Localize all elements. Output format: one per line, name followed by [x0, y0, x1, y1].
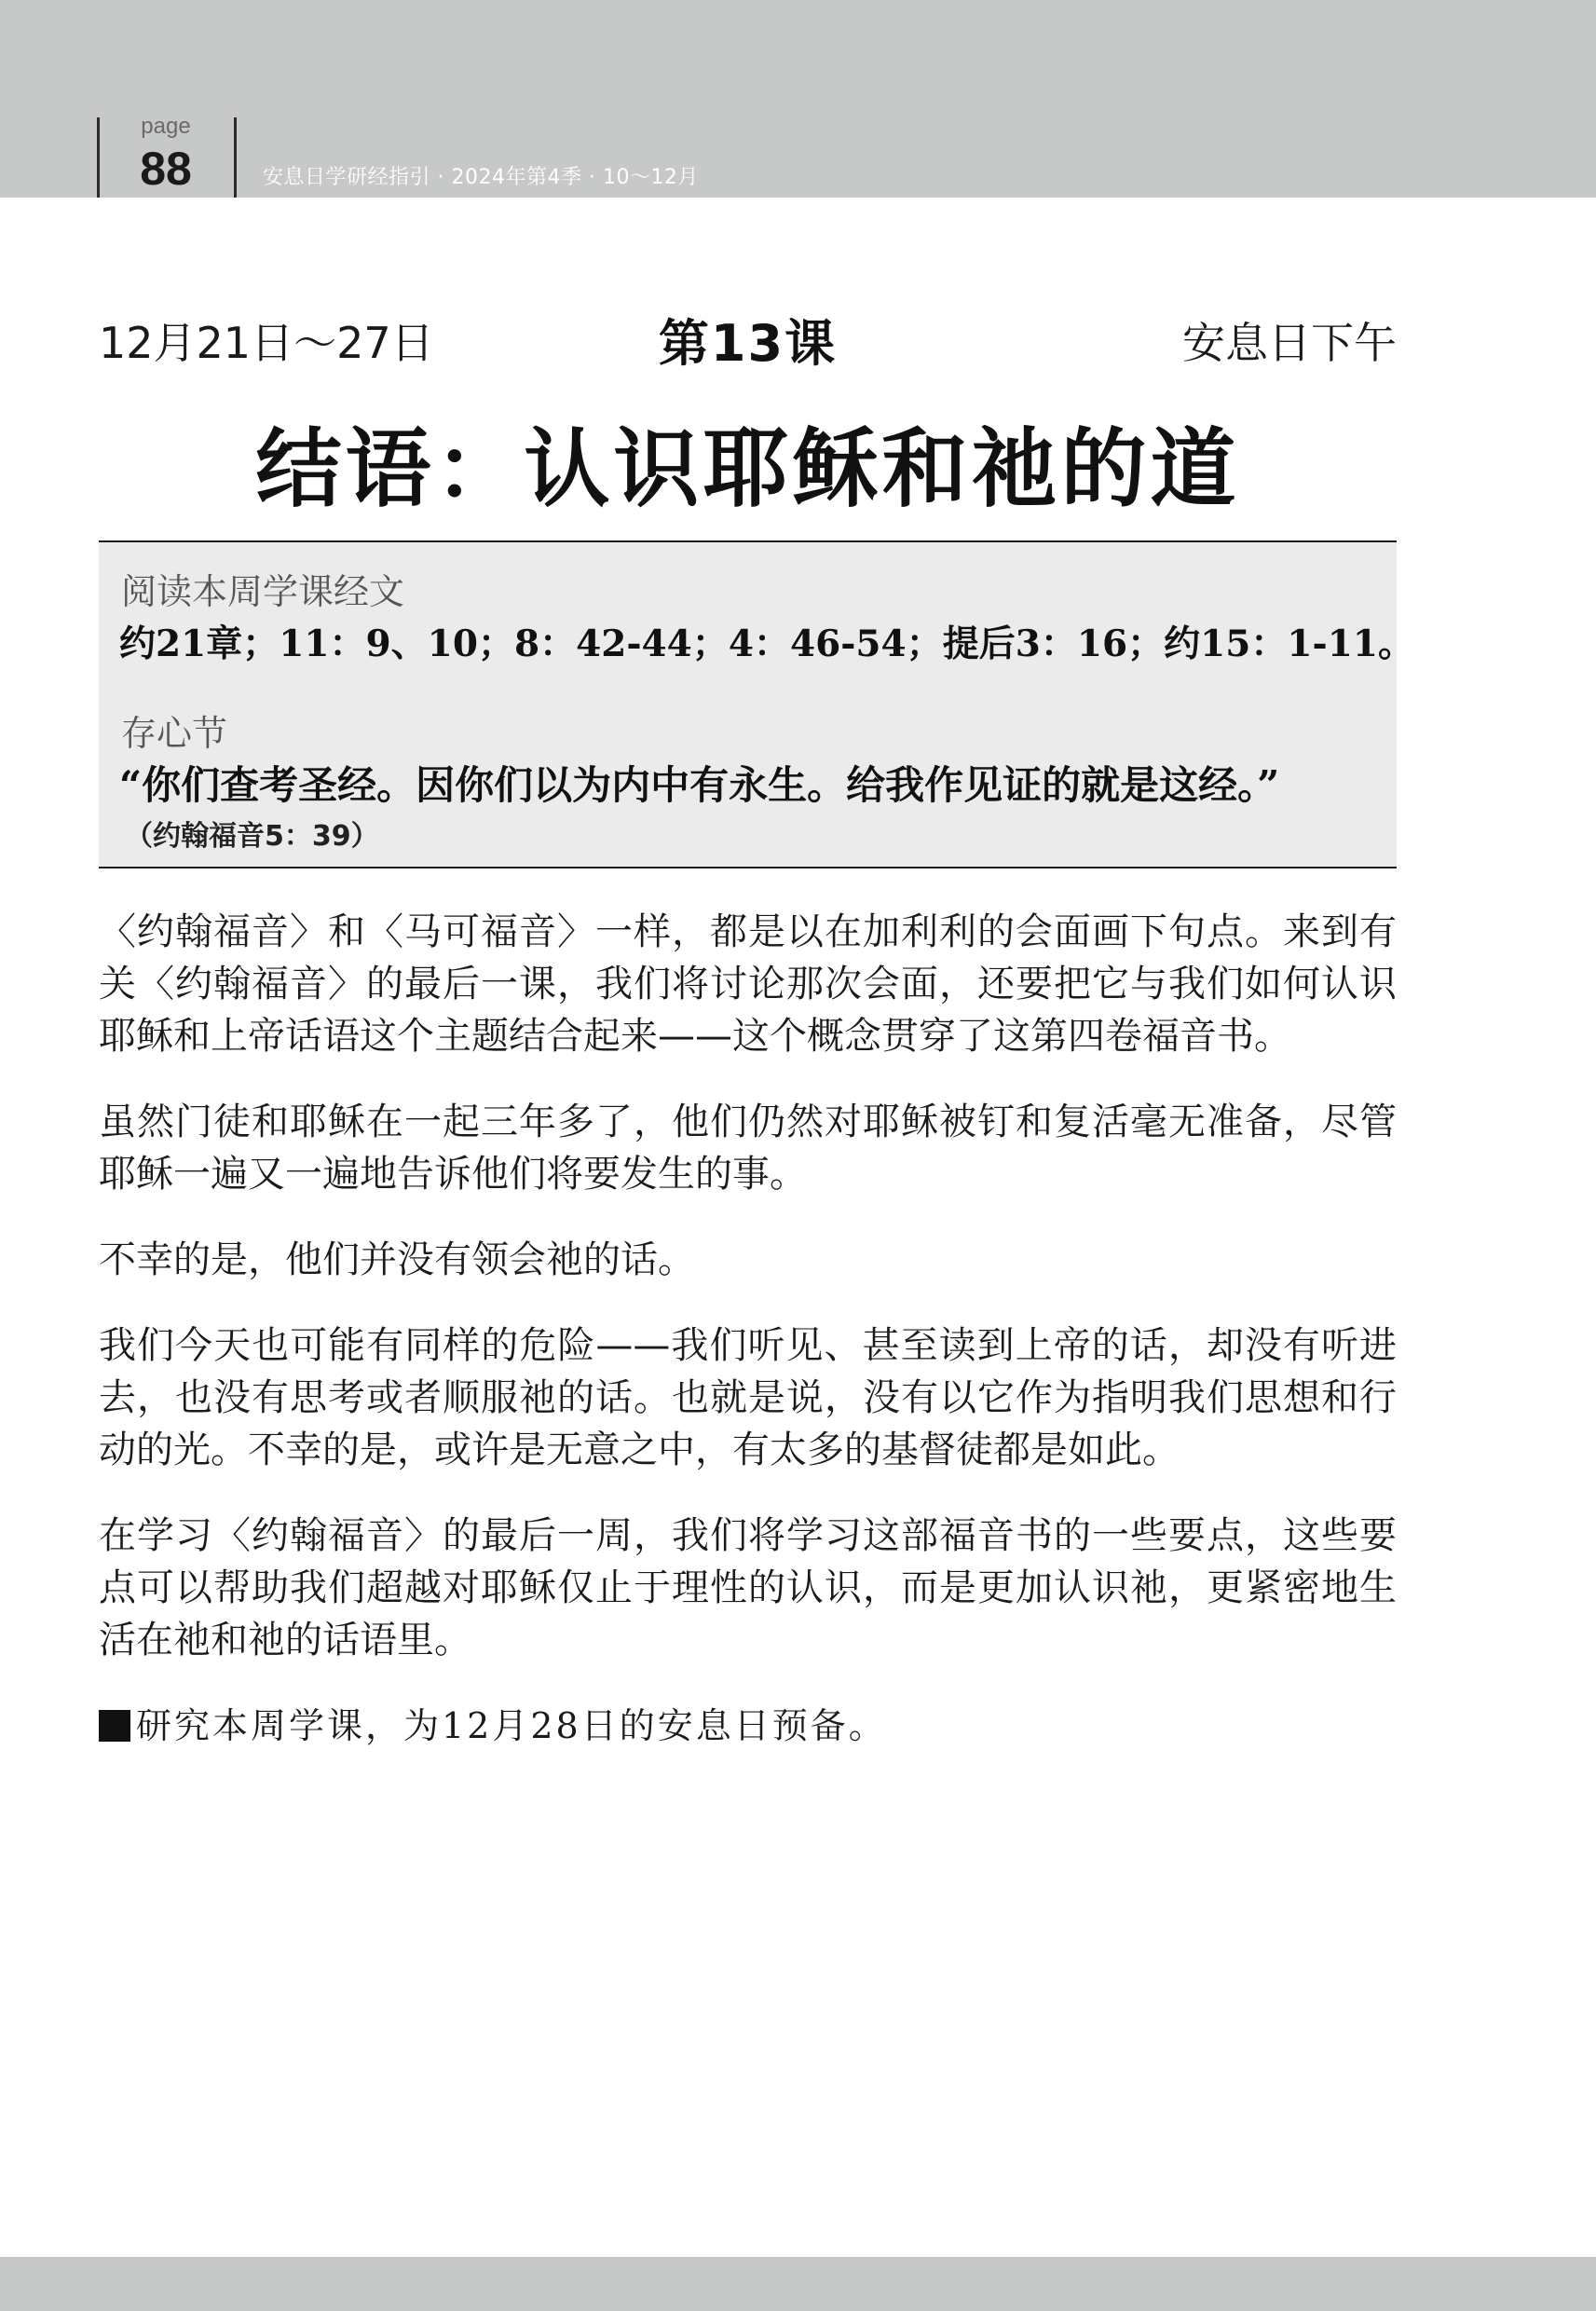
header-band — [0, 0, 1596, 198]
running-head: 安息日学研经指引 · 2024年第4季 · 10～12月 — [263, 166, 699, 189]
page-number: 88 — [140, 143, 192, 195]
memory-verse-heading: 存心节 — [121, 713, 228, 754]
paragraph: 我们今天也可能有同样的危险——我们听见、甚至读到上帝的话，却没有听进去，也没有思考或者顺服祂的话。也就是说，没有以它作为指明我们思想和行动的光。不幸的是，或许是无意之中，有太多的基督徒都是如此。 — [99, 1324, 1397, 1471]
memory-verse-reference: （约翰福音5：39） — [125, 820, 379, 853]
reading-box — [99, 540, 1414, 868]
closing-line — [99, 1700, 1397, 1752]
lesson-date-range: 12月21日～27日 — [99, 318, 434, 368]
body-text — [99, 906, 1397, 1752]
lesson-title: 结语：认识耶稣和祂的道 — [255, 418, 1240, 519]
paragraph: 虽然门徒和耶稣在一起三年多了，他们仍然对耶稣被钉和复活毫无准备，尽管耶稣一遍又一遍地告诉他们将要发生的事。 — [99, 1101, 1397, 1196]
lesson-number: 第13课 — [658, 314, 838, 373]
header-divider-left — [97, 117, 100, 198]
memory-verse: “你们查考圣经。因你们以为内中有永生。给我作见证的就是这经。” — [119, 762, 1280, 808]
reading-references: 约21章；11：9、10；8：42-44；4：46-54；提后3：16；约15：1-11。 — [119, 622, 1414, 665]
page-label: page — [141, 114, 191, 139]
reading-heading: 阅读本周学课经文 — [121, 571, 405, 612]
paragraph: 不幸的是，他们并没有领会祂的话。 — [99, 1238, 695, 1281]
lesson-info-row — [99, 304, 1397, 373]
lesson-day: 安息日下午 — [1182, 318, 1397, 368]
black-square-icon — [99, 1710, 130, 1742]
paragraph: 在学习〈约翰福音〉的最后一周，我们将学习这部福音书的一些要点，这些要点可以帮助我们超越对耶稣仅止于理性的认识，而是更加认识祂，更紧密地生活在祂和祂的话语里。 — [99, 1514, 1397, 1661]
header-divider-right — [234, 117, 237, 198]
paragraph: 〈约翰福音〉和〈马可福音〉一样，都是以在加利利的会面画下句点。来到有关〈约翰福音〉的最后一课，我们将讨论那次会面，还要把它与我们如何认识耶稣和上帝话语这个主题结合起来——这个概念贯穿了这第四卷福音书。 — [99, 910, 1397, 1058]
closing-text: 研究本周学课，为12月28日的安息日预备。 — [136, 1705, 887, 1746]
footer-band — [0, 2257, 1596, 2311]
